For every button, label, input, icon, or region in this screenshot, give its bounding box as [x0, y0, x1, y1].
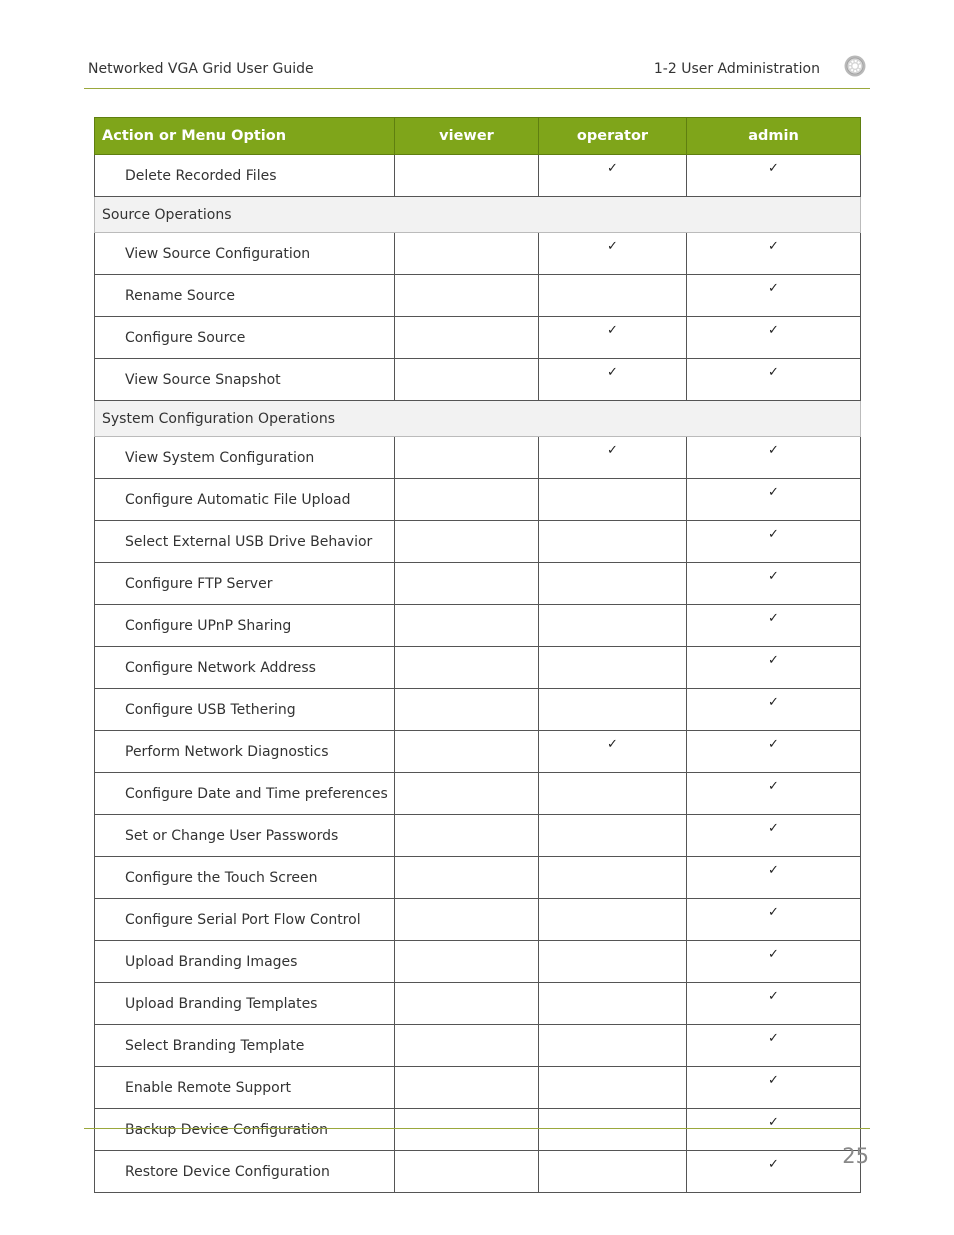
viewer-permission-cell — [395, 521, 539, 563]
operator-permission-cell — [539, 479, 687, 521]
table-row — [95, 479, 861, 521]
operator-permission-cell — [539, 1025, 687, 1067]
operator-permission-cell: ✓ — [539, 155, 687, 197]
operator-permission-cell — [539, 773, 687, 815]
viewer-permission-cell — [395, 1151, 539, 1193]
operator-permission-cell — [539, 1067, 687, 1109]
table-section-row — [95, 401, 861, 437]
operator-permission-cell — [539, 815, 687, 857]
operator-permission-cell: ✓ — [539, 233, 687, 275]
table-row — [95, 155, 861, 197]
admin-permission-cell: ✓ — [687, 563, 861, 605]
action-label: Backup Device Configuration — [95, 1109, 395, 1151]
operator-permission-cell: ✓ — [539, 359, 687, 401]
table-row — [95, 773, 861, 815]
table-section-row — [95, 197, 861, 233]
table-row — [95, 1025, 861, 1067]
viewer-permission-cell — [395, 815, 539, 857]
admin-permission-cell: ✓ — [687, 1151, 861, 1193]
action-label: Upload Branding Templates — [95, 983, 395, 1025]
table-row — [95, 815, 861, 857]
admin-permission-cell: ✓ — [687, 1025, 861, 1067]
table-row — [95, 359, 861, 401]
admin-permission-cell: ✓ — [687, 1067, 861, 1109]
admin-permission-cell: ✓ — [687, 521, 861, 563]
operator-permission-cell — [539, 275, 687, 317]
action-label: Configure Date and Time preferences — [95, 773, 395, 815]
action-label: Configure Automatic File Upload — [95, 479, 395, 521]
document-title: Networked VGA Grid User Guide — [88, 61, 314, 77]
permissions-table — [94, 117, 861, 1193]
viewer-permission-cell — [395, 857, 539, 899]
operator-permission-cell — [539, 899, 687, 941]
table-row — [95, 941, 861, 983]
operator-permission-cell — [539, 689, 687, 731]
operator-permission-cell — [539, 647, 687, 689]
admin-permission-cell: ✓ — [687, 941, 861, 983]
viewer-permission-cell — [395, 317, 539, 359]
gear-logo-icon — [844, 55, 866, 77]
operator-permission-cell — [539, 1109, 687, 1151]
section-label: Source Operations — [95, 197, 861, 233]
admin-permission-cell: ✓ — [687, 899, 861, 941]
viewer-permission-cell — [395, 731, 539, 773]
table-row — [95, 233, 861, 275]
admin-permission-cell: ✓ — [687, 317, 861, 359]
operator-permission-cell: ✓ — [539, 731, 687, 773]
table-row — [95, 647, 861, 689]
column-header-viewer: viewer — [395, 118, 539, 155]
viewer-permission-cell — [395, 563, 539, 605]
action-label: Configure FTP Server — [95, 563, 395, 605]
admin-permission-cell: ✓ — [687, 647, 861, 689]
operator-permission-cell — [539, 1151, 687, 1193]
operator-permission-cell — [539, 605, 687, 647]
table-header-row — [95, 118, 861, 155]
page-header — [84, 0, 870, 89]
table-row — [95, 521, 861, 563]
admin-permission-cell: ✓ — [687, 815, 861, 857]
admin-permission-cell: ✓ — [687, 1109, 861, 1151]
viewer-permission-cell — [395, 941, 539, 983]
table-row — [95, 857, 861, 899]
operator-permission-cell — [539, 941, 687, 983]
viewer-permission-cell — [395, 1067, 539, 1109]
operator-permission-cell: ✓ — [539, 317, 687, 359]
viewer-permission-cell — [395, 233, 539, 275]
viewer-permission-cell — [395, 605, 539, 647]
table-row — [95, 275, 861, 317]
action-label: Select Branding Template — [95, 1025, 395, 1067]
admin-permission-cell: ✓ — [687, 773, 861, 815]
action-label: Restore Device Configuration — [95, 1151, 395, 1193]
operator-permission-cell — [539, 563, 687, 605]
action-label: Configure Source — [95, 317, 395, 359]
admin-permission-cell: ✓ — [687, 233, 861, 275]
viewer-permission-cell — [395, 437, 539, 479]
admin-permission-cell: ✓ — [687, 275, 861, 317]
action-label: Configure USB Tethering — [95, 689, 395, 731]
viewer-permission-cell — [395, 479, 539, 521]
action-label: Configure Network Address — [95, 647, 395, 689]
admin-permission-cell: ✓ — [687, 155, 861, 197]
action-label: Delete Recorded Files — [95, 155, 395, 197]
column-header-operator: operator — [539, 118, 687, 155]
action-label: Enable Remote Support — [95, 1067, 395, 1109]
viewer-permission-cell — [395, 275, 539, 317]
table-row — [95, 317, 861, 359]
admin-permission-cell: ✓ — [687, 479, 861, 521]
operator-permission-cell: ✓ — [539, 437, 687, 479]
action-label: Set or Change User Passwords — [95, 815, 395, 857]
table-row — [95, 983, 861, 1025]
viewer-permission-cell — [395, 1109, 539, 1151]
table-row — [95, 731, 861, 773]
viewer-permission-cell — [395, 773, 539, 815]
viewer-permission-cell — [395, 647, 539, 689]
table-row — [95, 437, 861, 479]
admin-permission-cell: ✓ — [687, 689, 861, 731]
admin-permission-cell: ✓ — [687, 437, 861, 479]
viewer-permission-cell — [395, 689, 539, 731]
admin-permission-cell: ✓ — [687, 731, 861, 773]
admin-permission-cell: ✓ — [687, 983, 861, 1025]
viewer-permission-cell — [395, 155, 539, 197]
action-label: Configure Serial Port Flow Control — [95, 899, 395, 941]
column-header-admin: admin — [687, 118, 861, 155]
table-body — [95, 155, 861, 1193]
action-label: Configure the Touch Screen — [95, 857, 395, 899]
table-row — [95, 605, 861, 647]
viewer-permission-cell — [395, 983, 539, 1025]
admin-permission-cell: ✓ — [687, 359, 861, 401]
action-label: Configure UPnP Sharing — [95, 605, 395, 647]
viewer-permission-cell — [395, 899, 539, 941]
action-label: Upload Branding Images — [95, 941, 395, 983]
column-header-action: Action or Menu Option — [95, 118, 395, 155]
viewer-permission-cell — [395, 359, 539, 401]
table-row — [95, 689, 861, 731]
table-row — [95, 1109, 861, 1151]
action-label: View Source Snapshot — [95, 359, 395, 401]
footer-divider — [84, 1128, 870, 1129]
table-row — [95, 1151, 861, 1193]
operator-permission-cell — [539, 521, 687, 563]
operator-permission-cell — [539, 857, 687, 899]
action-label: View System Configuration — [95, 437, 395, 479]
table-row — [95, 563, 861, 605]
table-row — [95, 1067, 861, 1109]
section-label: System Configuration Operations — [95, 401, 861, 437]
admin-permission-cell: ✓ — [687, 605, 861, 647]
action-label: Select External USB Drive Behavior — [95, 521, 395, 563]
table-row — [95, 899, 861, 941]
operator-permission-cell — [539, 983, 687, 1025]
page-number: 25 — [842, 1144, 869, 1168]
action-label: Perform Network Diagnostics — [95, 731, 395, 773]
action-label: View Source Configuration — [95, 233, 395, 275]
admin-permission-cell: ✓ — [687, 857, 861, 899]
section-title: 1-2 User Administration — [653, 61, 820, 77]
viewer-permission-cell — [395, 1025, 539, 1067]
action-label: Rename Source — [95, 275, 395, 317]
